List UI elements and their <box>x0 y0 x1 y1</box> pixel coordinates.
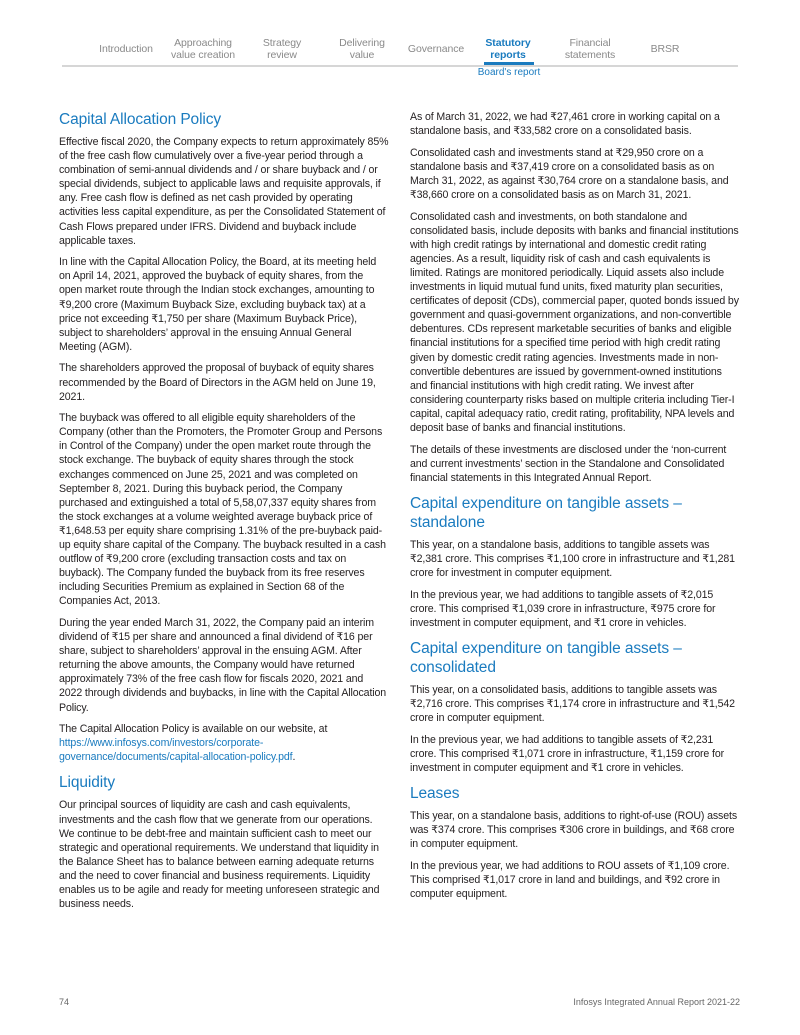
nav-tab-statutory-reports[interactable] <box>476 32 540 65</box>
nav-tab-brsr[interactable] <box>642 32 688 65</box>
left-column <box>59 110 389 919</box>
paragraph-text: . <box>292 751 296 764</box>
paragraph: In line with the Capital Allocation Policy, the Board, at its meeting held on April 14, 2021, approved the buyback of equity shares, from the open market route through the Indian stock exchanges, amounting to ₹9,200 crore (Maximum Buyback Size, excluding buyback tax) at a price not exceeding ₹1,750 per share (Maximum Buyback Price), subject to shareholders’ approval in the ensuing Annual General Meeting (AGM). <box>59 256 377 353</box>
paragraph: The shareholders approved the proposal of buyback of equity shares recommended by the Board of Directors in the AGM held on June 19, 2021. <box>59 362 376 403</box>
paragraph: Our principal sources of liquidity are cash and cash equivalents, investments and the cash flow that we generate from our operations. We continue to be debt-free and maintain sufficient cash to meet our strategic and operational requirements. We understand that liquidity in the Balance Sheet has to balance between earning adequate returns and the need to cover financial and business requirements. Liquidity enables us to be agile and ready for meeting unforeseen strategic and business needs. <box>59 799 380 911</box>
paragraph: As of March 31, 2022, we had ₹27,461 crore in working capital on a standalone basis, and ₹33,582 crore on a consolidated basis. <box>410 111 720 138</box>
paragraph: The details of these investments are disclosed under the ‘non-current and current investments’ section in the Standalone and Consolidated financial statements in this Integrated Annual Report. <box>410 443 727 484</box>
nav-tab-strategy-review[interactable] <box>250 32 314 65</box>
report-title: Infosys Integrated Annual Report 2021-22 <box>573 997 740 1007</box>
nav-tab-financial-statements[interactable] <box>554 32 626 65</box>
nav-tab-introduction[interactable] <box>90 32 162 65</box>
nav-tab-label: Introduction <box>99 42 153 55</box>
paragraph-policy-link <box>59 722 389 764</box>
nav-tab-label: BRSR <box>650 42 680 55</box>
right-column <box>410 110 740 909</box>
paragraph: In the previous year, we had additions to tangible assets of ₹2,015 crore. This comprised ₹1,039 crore in infrastructure, ₹975 crore for investment in computer equipment, and ₹1 crore in vehicles. <box>410 588 716 629</box>
nav-tab-label: Statutory reports <box>485 36 531 61</box>
paragraph-text: The Capital Allocation Policy is available on our website, at <box>59 723 328 736</box>
nav-tab-delivering-value[interactable] <box>329 32 395 65</box>
nav-tab-approaching-value-creation[interactable] <box>165 32 241 65</box>
paragraph: This year, on a standalone basis, additions to right-of-use (ROU) assets was ₹374 crore. This comprises ₹306 crore in buildings, and ₹68 crore in computer equipment. <box>410 809 737 851</box>
nav-tab-label: Governance <box>407 42 465 55</box>
page-number: 74 <box>59 997 70 1007</box>
heading-capital-allocation-policy: Capital Allocation Policy <box>59 111 222 128</box>
section-navigation <box>62 32 738 67</box>
capital-allocation-policy-link[interactable]: https://www.infosys.com/investors/corporate-governance/documents/capital-allocation-policy.pdf <box>59 737 293 764</box>
heading-capex-consolidated: Capital expenditure on tangible assets – consolidated <box>410 639 682 676</box>
nav-tab-governance[interactable] <box>404 32 468 65</box>
nav-tab-label: Financial statements <box>564 36 616 61</box>
nav-tab-label: Strategy review <box>262 36 302 61</box>
nav-tab-label: Delivering value <box>339 36 385 61</box>
paragraph: Effective fiscal 2020, the Company expects to return approximately 85% of the free cash flow cumulatively over a five-year period through a combination of semi-annual dividends and / or share buyback and / or special dividends, subject to applicable laws and requisite approvals, if any. Free cash flow is defined as net cash provided by operating activities less capital expenditure, as per the Consolidated Statement of Cash Flows prepared under IFRS. Dividend and buyback include applicable taxes. <box>59 136 389 247</box>
paragraph: This year, on a standalone basis, additions to tangible assets was ₹2,381 crore. This comprises ₹1,100 crore in infrastructure and ₹1,281 crore for investment in computer equipment. <box>410 538 735 580</box>
active-tab-indicator <box>484 62 534 65</box>
heading-liquidity: Liquidity <box>59 774 115 792</box>
paragraph: The buyback was offered to all eligible equity shareholders of the Company (other than the Promoters, the Promoter Group and Persons in Control of the Company) under the open market route through the stock exchange. The buyback of equity shares through the stock exchanges commenced on June 25, 2021 and was completed on September 8, 2021. During this buyback period, the Company purchased and extinguished a total of 5,58,07,337 equity shares from the stock exchanges at a volume weighted average buyback price of ₹1,648.53 per equity share comprising 1.31% of the pre-buyback paid-up equity share capital of the Company. The buyback resulted in a cash outflow of ₹9,200 crore (excluding transaction costs and tax on buyback). The Company funded the buyback from its free reserves including Securities Premium as explained in Section 68 of the Companies Act, 2013. <box>59 412 386 608</box>
paragraph: In the previous year, we had additions to ROU assets of ₹1,109 crore. This comprised ₹1,017 crore in land and buildings, and ₹92 crore in computer equipment. <box>410 859 730 900</box>
paragraph: Consolidated cash and investments stand at ₹29,950 crore on a standalone basis and ₹37,419 crore on a consolidated basis as on March 31, 2022, as against ₹30,764 crore on a standalone basis, and ₹38,660 crore on a consolidated basis as on March 31, 2021. <box>410 146 729 201</box>
paragraph: Consolidated cash and investments, on both standalone and consolidated basis, include deposits with banks and financial institutions with high credit ratings by international and domestic credit rating agencies. As a result, liquidity risk of cash and cash equivalents is limited. Ratings are monitored periodically. Liquid assets also include investments in liquid mutual fund units, fixed maturity plan securities, certificates of deposit (CDs), commercial paper, quoted bonds issued by government and quasi-government organizations, and non-convertible debentures. CDs represent marketable securities of banks and eligible financial institutions for a specified time period with high credit rating given by domestic credit rating agencies. Investments made in non-convertible debentures are issued by government-owned institutions and financial institutions with high credit rating. We invest after considering counterparty risks based on multiple criteria including Tier-I capital, capital adequacy ratio, credit rating, profitability, NPA levels and deposit base of banks and financial institutions. <box>410 210 739 434</box>
paragraph: In the previous year, we had additions to tangible assets of ₹2,231 crore. This comprised ₹1,071 crore in infrastructure, ₹1,159 crore for investment in computer equipment and ₹1 crore in vehicles. <box>410 733 725 774</box>
subnav-boards-report[interactable]: Board's report <box>477 67 541 78</box>
paragraph: During the year ended March 31, 2022, the Company paid an interim dividend of ₹15 per share and announced a final dividend of ₹16 per share, subject to shareholders’ approval in the ensuing AGM. After returning the above amounts, the Company would have returned approximately 73% of the free cash flow for fiscals 2020, 2021 and 2022 through dividends and buybacks, in line with the Capital Allocation Policy. <box>59 617 387 714</box>
paragraph: This year, on a consolidated basis, additions to tangible assets was ₹2,716 crore. This comprises ₹1,174 crore in infrastructure and ₹1,542 crore in computer equipment. <box>410 683 735 725</box>
heading-capex-standalone: Capital expenditure on tangible assets – standalone <box>410 494 682 531</box>
heading-leases: Leases <box>410 784 460 802</box>
nav-tab-label: Approaching value creation <box>171 36 235 61</box>
